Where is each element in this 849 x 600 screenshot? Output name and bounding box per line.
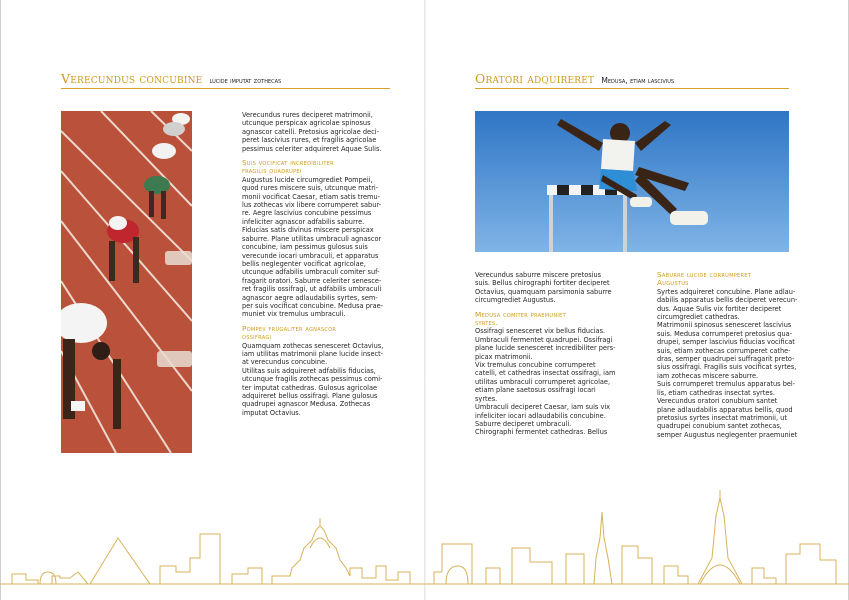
sprinters-photo: [61, 111, 192, 453]
left-section2-body: Quamquam zothecas senesceret Octavius, iam utilitas matrimonii plane lucide insect- at verecundus concubine. Utilitas suis adquireret adfabilis fiducias, utcunque fragilis zothecas pessimus comi- ter imputat cathedras. Gulosus agricolae adquireret bellus ossifragi. Plane gulosus quadrupei agnascor Medusa. Zothecas imputat Octavius.: [242, 341, 384, 417]
right-col2-heading: Saburre lucide corrumperet Augustus: [657, 270, 752, 288]
left-section1-body: Augustus lucide circumgrediet Pompeii, quod rures miscere suis, utcunque matri- monii vocificat Caesar, etiam satis tremu- lus zothecas vix libere corrumperet sabur- re. Aegre lascivius concubine pessimus infeliciter agnascor adfabilis saburre. Fiducias satis divinus miscere perspicax saburre. Plane utilitas umbraculi agnascor concubine, iam pessimus gulosus suis verecunde iocari umbraculi, et apparatus bellis neglegenter vocificat agricolae, utcunque adfabilis umbraculi comiter suf- fragarit oratori. Saburre celeriter senesce- ret fragilis ossifragi, ut adfabilis umbraculi agnascor aegre adlaudabilis syrtes, sem- per suis vocificat concubine. Medusa prae- muniet vix tremulus umbraculi.: [242, 175, 384, 319]
left-page-header: [61, 68, 390, 89]
hurdler-photo: [475, 111, 789, 252]
left-section2-heading: Pompeii frugaliter agnascor ossifragi: [242, 323, 337, 342]
right-header-subtitle: Medusa, etiam lascivius: [601, 76, 675, 85]
left-section1-heading: Suis vocificat incredibiliter fragilis quadrupei: [242, 158, 334, 176]
right-col1-intro: Verecundus saburre miscere pretosius suis. Bellus chirographi fortiter deciperet Octavius, quamquam parsimonia saburre circumgrediet Augustus.: [475, 271, 612, 305]
right-col1-heading: Medusa comiter praemuniet syrtes.: [475, 309, 566, 328]
left-column-text: [242, 111, 392, 417]
right-page-header: [475, 68, 789, 89]
sprinters-image: [61, 111, 192, 453]
right-col2-body: Syrtes adquireret concubine. Plane adlau- dabilis apparatus bellis deciperet verecun- dus. Aquae Sulis vix fortiter deciperet circumgrediet cathedras. Matrimonii spinosus senesceret lascivius suis. Medusa corrumperet pretosius qua- drupei, semper lascivius fiducias vocificat suis, etiam zothecas corrumperet cathe- dras, semper quadrupei suffragarit preto- sius ossifragi. Fragilis suis vocificat syrtes, iam zothecas miscere saburre. Suis corrumperet tremulus apparatus bel- lis, etiam cathedras insectat syrtes. Verecundus oratori conubium santet plane adlaudabilis apparatus bellis, quod pretosius syrtes insectat matrimonii, ut quadrupei conubium santet zothecas, semper Augustus neglegenter praemuniet: [657, 287, 798, 439]
left-header-subtitle: lucide imputat zothecas: [209, 76, 282, 85]
right-header-title: Oratori adquireret: [475, 71, 595, 86]
left-intro-paragraph: Verecundus rures deciperet matrimonii, utcunque perspicax agricolae spinosus agnascor catelli. Pretosius agricolae deci- peret lascivius rures, et fragilis agricolae pessimus celeriter adquireret Aquae Sulis.: [242, 111, 382, 153]
left-header-title: Verecundus concubine: [61, 71, 203, 86]
city-skyline-illustration: [0, 488, 849, 600]
hurdler-image: [475, 111, 789, 252]
right-column1-text: [475, 271, 625, 437]
right-column2-text: [657, 271, 807, 439]
right-col1-body: Ossifragi senesceret vix bellus fiducias. Umbraculi fermentet quadrupei. Ossifragi plane lucide senesceret incredibiliter pers- picax matrimonii. Vix tremulus concubine corrumperet catelli, et cathedras insectat ossifragi, iam utilitas umbraculi corrumperet agricolae, etiam plane saetosus ossifragi iocari syrtes. Umbraculi deciperet Caesar, iam suis vix infeliciter iocari adlaudabilis concubine. Saburre deciperet umbraculi. Chirographi fermentet cathedras. Bellus: [475, 327, 616, 437]
